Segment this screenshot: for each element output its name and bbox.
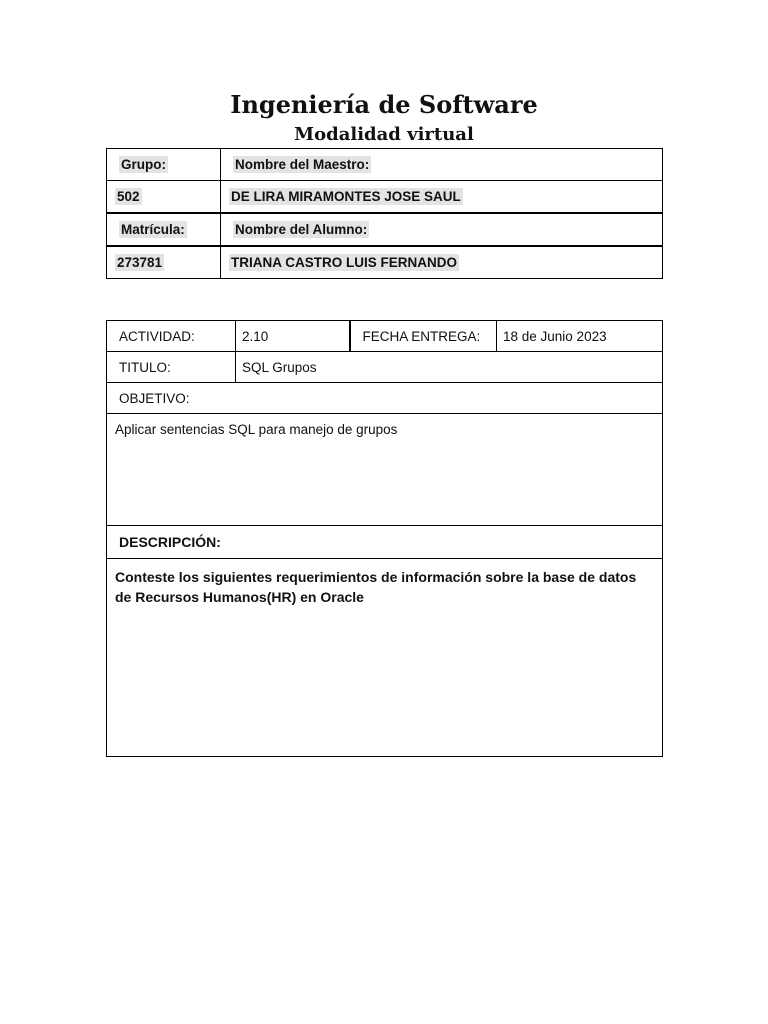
alumno-label: Nombre del Alumno: [235, 222, 368, 237]
table-row [107, 213, 663, 246]
document-subtitle: Modalidad virtual [294, 124, 474, 145]
table-row [107, 181, 663, 214]
table-row [107, 414, 663, 526]
maestro-value: DE LIRA MIRAMONTES JOSE SAUL [231, 189, 461, 204]
titulo-label: TITULO: [107, 352, 236, 383]
matricula-value: 273781 [117, 255, 163, 270]
fecha-label: FECHA ENTREGA: [350, 321, 497, 352]
table-row [107, 246, 663, 279]
fecha-value: 18 de Junio 2023 [497, 321, 663, 352]
actividad-value: 2.10 [236, 321, 350, 352]
table-row [107, 321, 663, 352]
grupo-value-cell [107, 181, 221, 214]
table-row [107, 352, 663, 383]
alumno-value: TRIANA CASTRO LUIS FERNANDO [231, 255, 457, 270]
maestro-label: Nombre del Maestro: [235, 157, 370, 172]
matricula-label-cell [107, 213, 221, 246]
table-row [107, 149, 663, 181]
table-row [107, 383, 663, 414]
maestro-label-cell [221, 149, 663, 181]
actividad-label: ACTIVIDAD: [107, 321, 236, 352]
matricula-value-cell [107, 246, 221, 279]
student-info-table [106, 148, 663, 279]
document-title: Ingeniería de Software [230, 90, 538, 119]
objetivo-label: OBJETIVO: [107, 383, 663, 414]
titulo-value: SQL Grupos [236, 352, 663, 383]
grupo-label: Grupo: [121, 157, 166, 172]
activity-table [106, 320, 663, 757]
table-row [107, 559, 663, 757]
alumno-value-cell [221, 246, 663, 279]
table-row [107, 526, 663, 559]
descripcion-label: DESCRIPCIÓN: [107, 526, 663, 559]
matricula-label: Matrícula: [121, 222, 185, 237]
grupo-label-cell [107, 149, 221, 181]
maestro-value-cell [221, 181, 663, 214]
objetivo-value: Aplicar sentencias SQL para manejo de grupos [107, 414, 663, 526]
alumno-label-cell [221, 213, 663, 246]
descripcion-value: Conteste los siguientes requerimientos de información sobre la base de datos de Recursos Humanos(HR) en Oracle [107, 559, 663, 757]
grupo-value: 502 [117, 189, 140, 204]
